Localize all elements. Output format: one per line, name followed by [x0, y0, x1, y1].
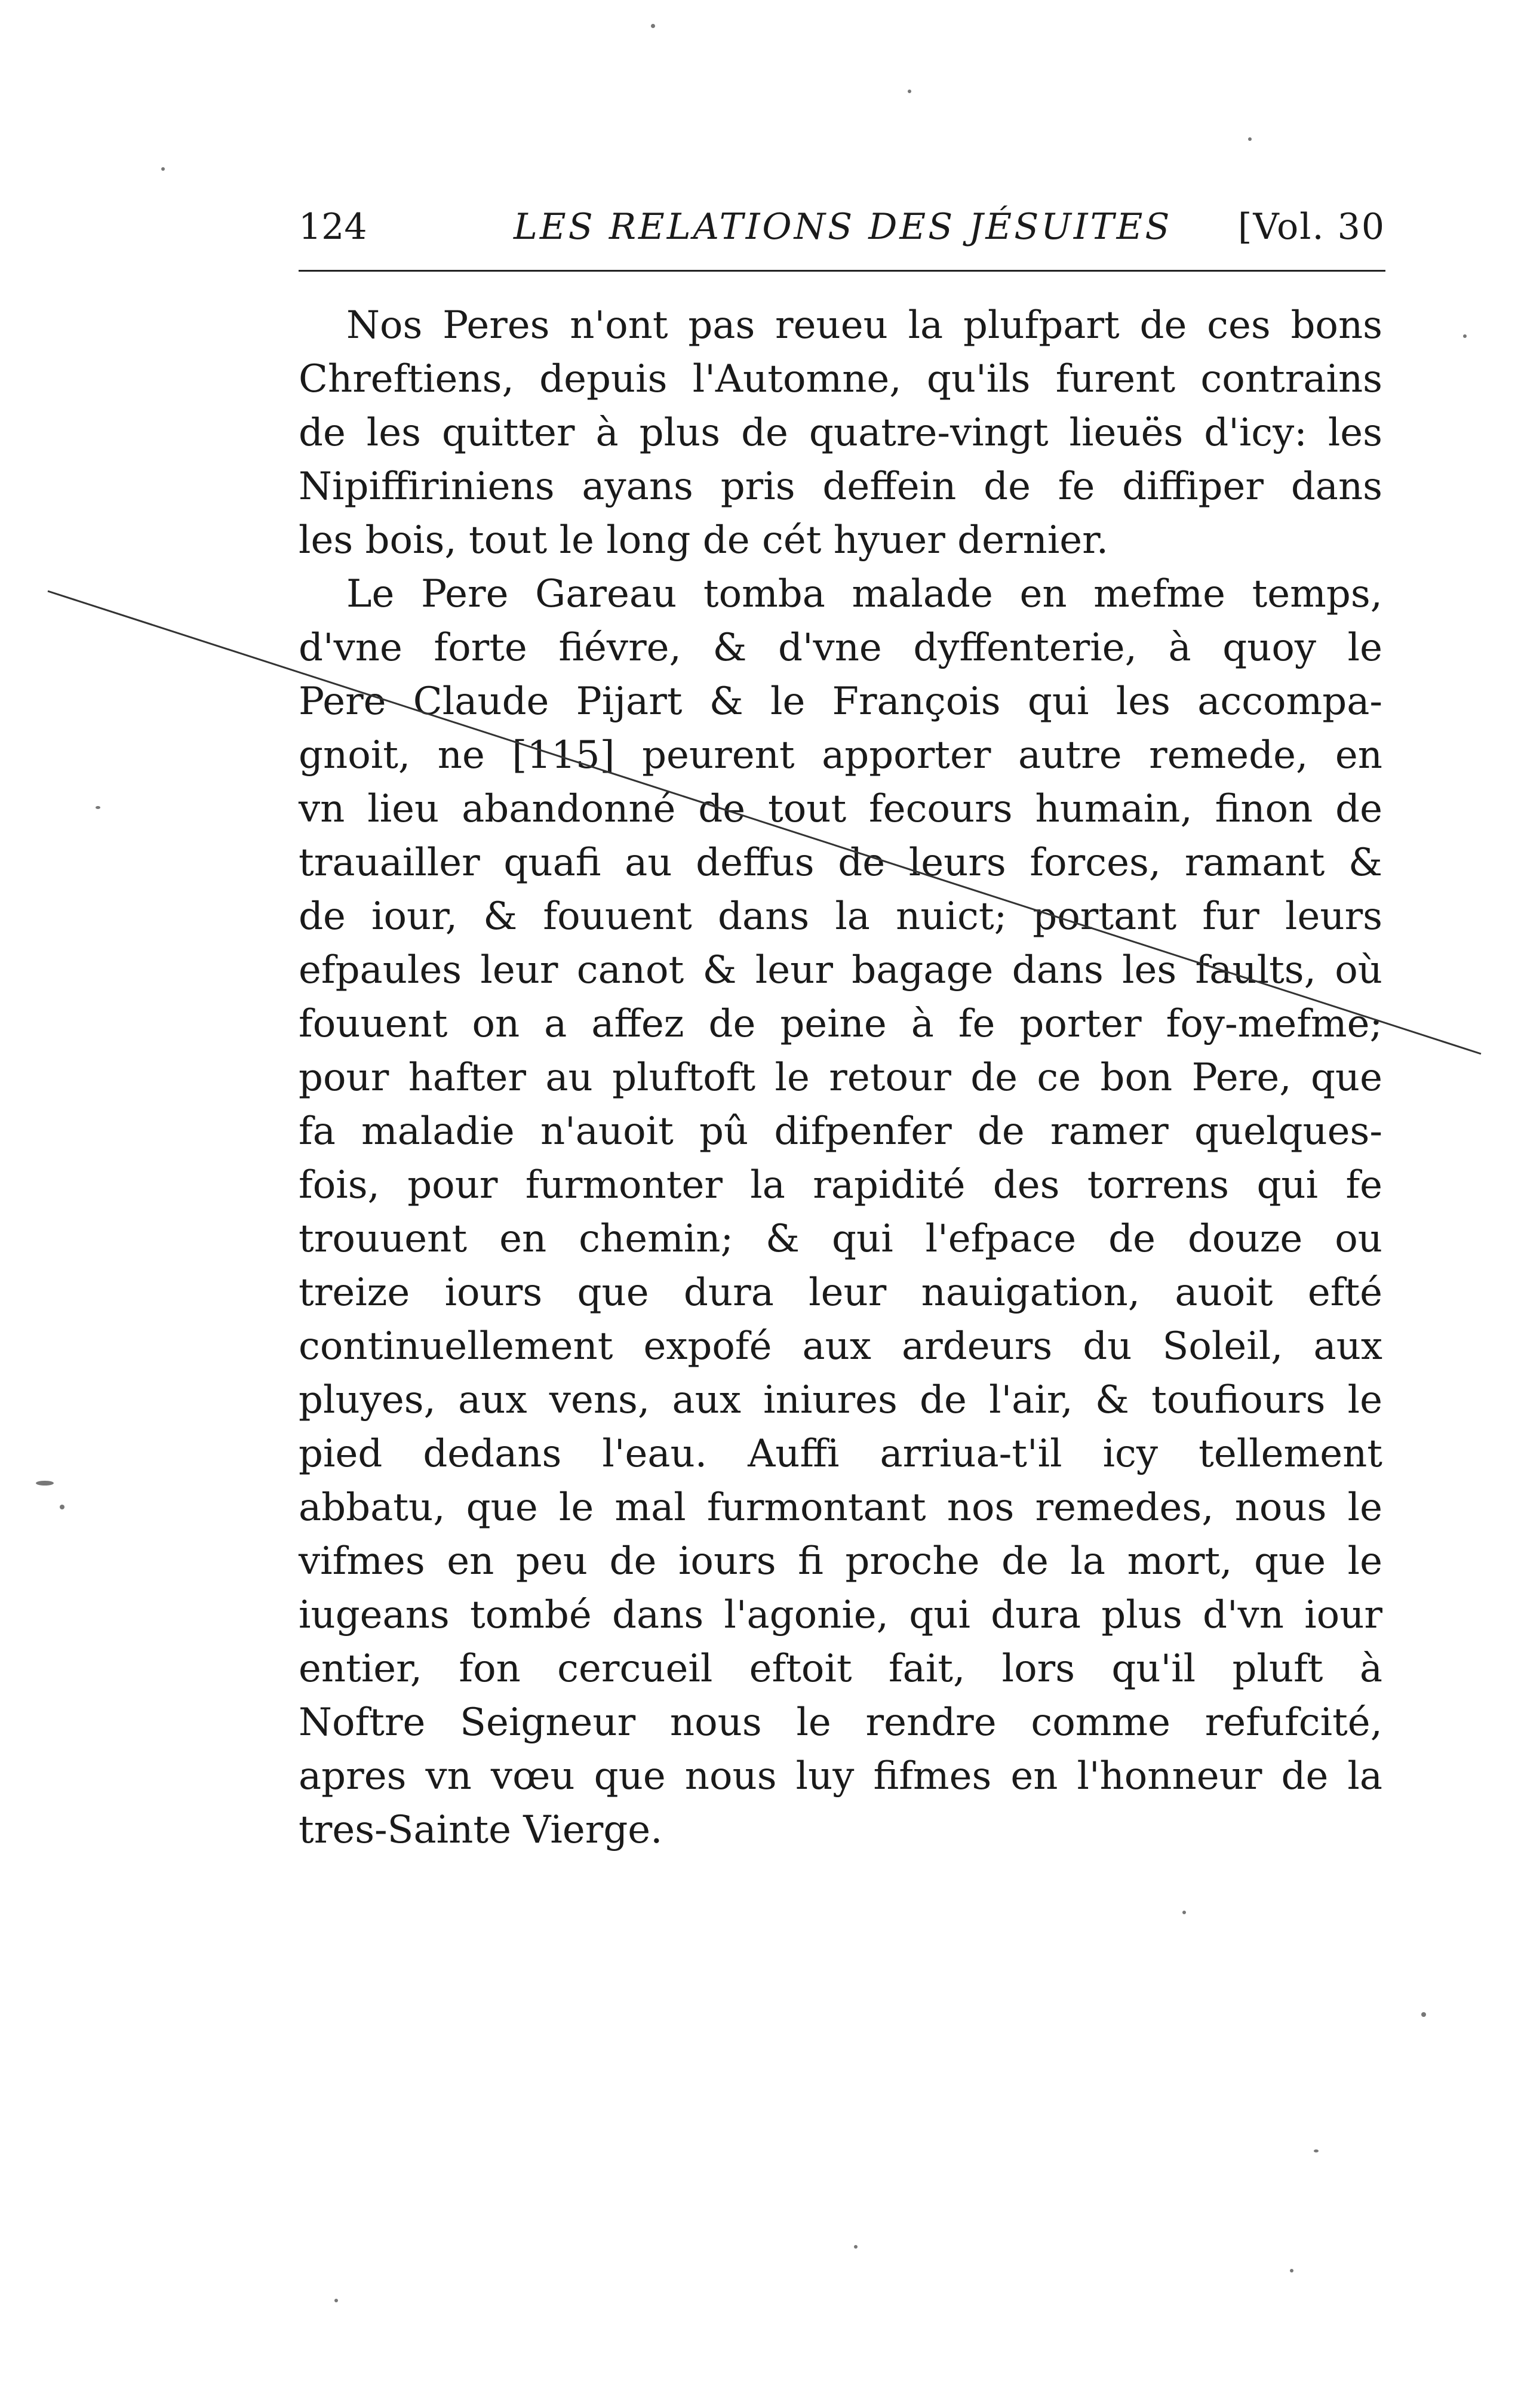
- scan-speck: [908, 90, 911, 93]
- text-line: Pere Claude Pijart & le François qui les accompa-: [299, 679, 1382, 724]
- text-line: iugeans tombé dans l'agonie, qui dura plus d'vn iour: [299, 1593, 1382, 1637]
- text-line: Nos Peres n'ont pas reueu la plufpart de ces bons: [346, 303, 1382, 347]
- text-line: fa maladie n'auoit pû difpenfer de ramer quelques-: [299, 1109, 1382, 1154]
- text-line: pour hafter au pluftoft le retour de ce bon Pere, que: [299, 1056, 1382, 1100]
- scan-speck: [36, 1481, 54, 1486]
- text-line: efpaules leur canot & leur bagage dans les faults, où: [299, 948, 1382, 992]
- scan-speck: [1182, 1911, 1186, 1914]
- text-line: vifmes en peu de iours fi proche de la mort, que le: [299, 1539, 1382, 1583]
- text-line: fouuent on a affez de peine à fe porter foy-mefme;: [299, 1002, 1382, 1046]
- text-line: pluyes, aux vens, aux iniures de l'air, & toufiours le: [299, 1378, 1382, 1422]
- scan-speck: [1290, 2269, 1293, 2272]
- scan-speck: [96, 806, 100, 809]
- text-line: apres vn vœu que nous luy fifmes en l'honneur de la: [299, 1754, 1382, 1798]
- page-number: 124: [299, 206, 367, 248]
- scan-speck: [854, 2245, 858, 2249]
- text-line: de iour, & fouuent dans la nuict; portant fur leurs: [299, 894, 1382, 939]
- text-line: Noftre Seigneur nous le rendre comme refufcité,: [299, 1700, 1382, 1745]
- volume-label: [Vol. 30: [1237, 206, 1385, 248]
- diagonal-stroke: [48, 591, 1481, 1054]
- scan-speck: [1314, 2149, 1319, 2152]
- text-line: vn lieu abandonné de tout fecours humain, finon de: [299, 787, 1382, 831]
- scan-speck: [1463, 334, 1467, 338]
- scan-speck: [1248, 137, 1252, 141]
- text-line: trauailler quafi au deffus de leurs forces, ramant &: [299, 841, 1382, 885]
- scan-speck: [1421, 2012, 1426, 2017]
- text-line: les bois, tout le long de cét hyuer dernier.: [299, 518, 1109, 562]
- text-line: trouuent en chemin; & qui l'efpace de douze ou: [299, 1217, 1382, 1261]
- text-line: abbatu, que le mal furmontant nos remedes, nous le: [299, 1486, 1382, 1530]
- scan-speck: [60, 1505, 64, 1509]
- text-line: Le Pere Gareau tomba malade en mefme temps,: [346, 572, 1382, 616]
- scan-speck: [651, 24, 655, 28]
- text-line: treize iours que dura leur nauigation, auoit efté: [299, 1271, 1382, 1315]
- text-line: Chreftiens, depuis l'Automne, qu'ils furent contrains: [299, 357, 1382, 401]
- text-line: de les quitter à plus de quatre-vingt lieuës d'icy: les: [299, 411, 1382, 455]
- text-line: fois, pour furmonter la rapidité des torrens qui fe: [299, 1163, 1382, 1207]
- text-line: tres-Sainte Vierge.: [299, 1808, 663, 1852]
- scan-speck: [161, 167, 165, 171]
- text-line: entier, fon cercueil eftoit fait, lors qu'il pluft à: [299, 1647, 1382, 1691]
- text-line: pied dedans l'eau. Auffi arriua-t'il icy tellement: [299, 1432, 1382, 1476]
- running-title: LES RELATIONS DES JÉSUITES: [514, 206, 1172, 248]
- text-line: Nipiffiriniens ayans pris deffein de fe diffiper dans: [299, 465, 1382, 509]
- text-line: gnoit, ne [115] peurent apporter autre remede, en: [299, 733, 1382, 777]
- scan-speck: [334, 2299, 338, 2302]
- text-line: d'vne forte fiévre, & d'vne dyffenterie, à quoy le: [299, 626, 1382, 670]
- text-line: continuellement expofé aux ardeurs du Soleil, aux: [299, 1324, 1382, 1368]
